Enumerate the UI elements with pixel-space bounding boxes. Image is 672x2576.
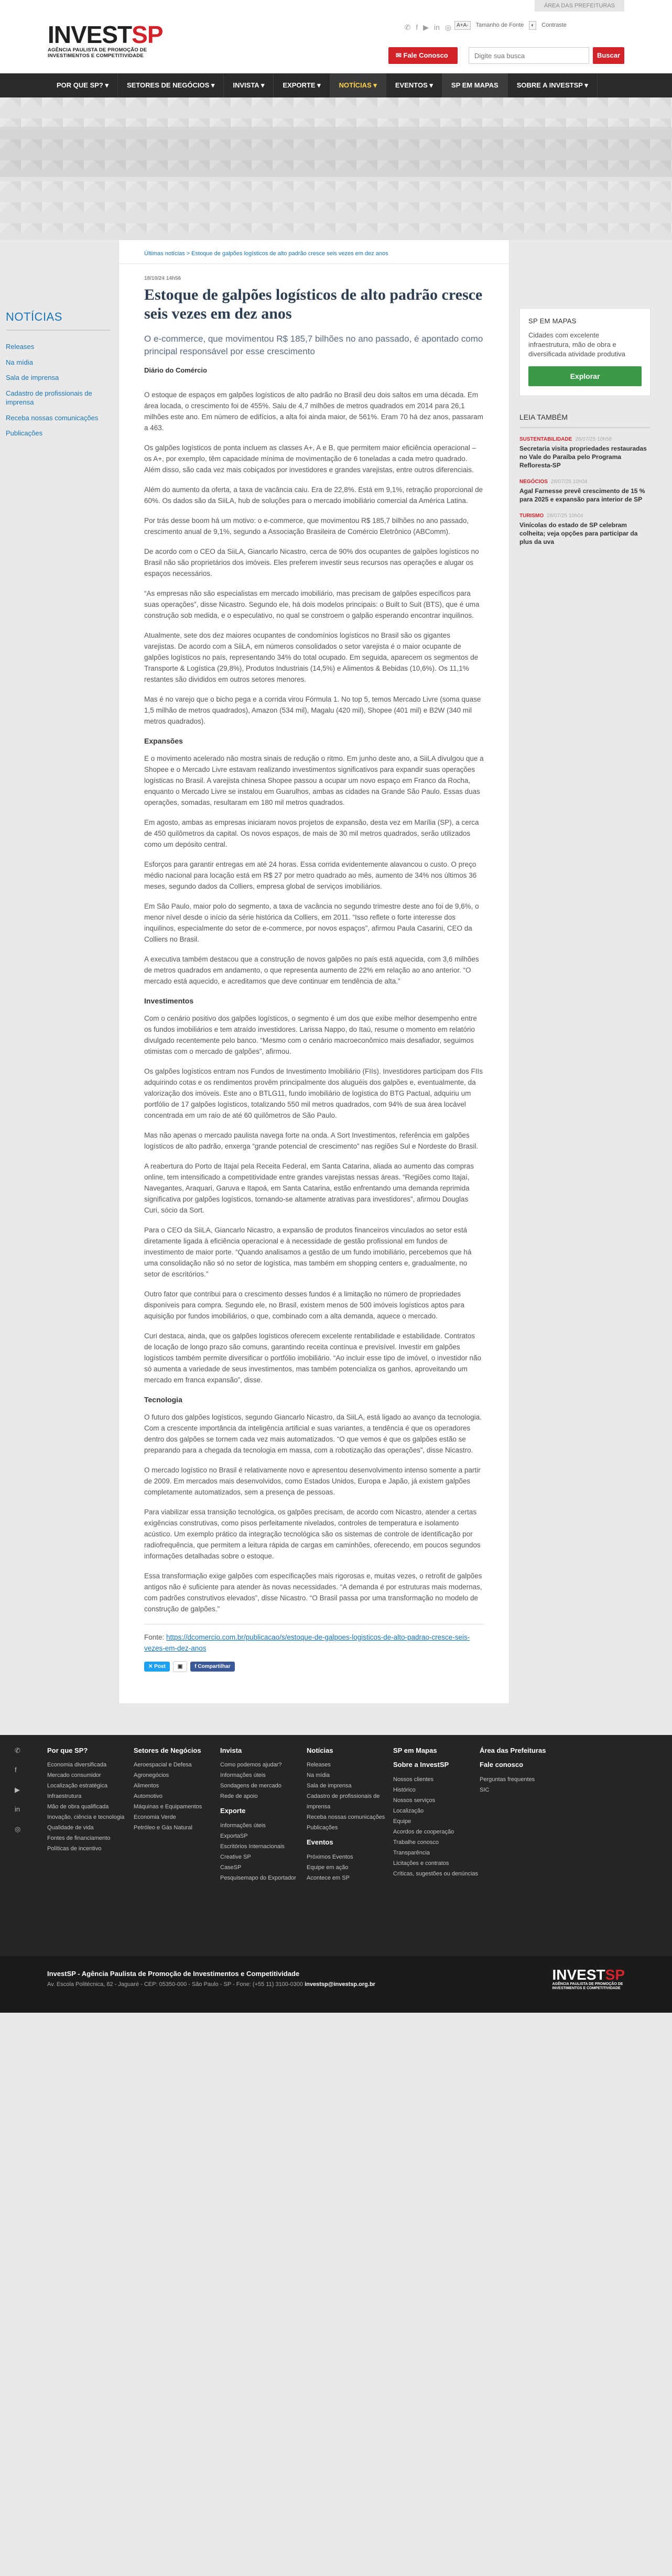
footer-column-title[interactable]: Por que SP? (47, 1746, 88, 1754)
footer-link[interactable]: Políticas de incentivo (47, 1846, 102, 1852)
footer-logo[interactable] (552, 1968, 625, 1991)
footer-column-title[interactable]: Invista (220, 1746, 242, 1754)
paragraph: Com o cenário positivo dos galpões logísticos, o segmento é um dos que exibe melhor desempenho entre os fundos imobiliários e tem atraído investidores. Larissa Nappo, do Itaú, resume o momento em relatório divulgado recentemente pelo banco. “Mesmo com o cenário macroeconômico mais desafiador, seguimos otimistas com o mercado de galpões”, afirmou. (144, 1014, 477, 1055)
footer-column-title[interactable]: Área das Prefeituras (480, 1746, 546, 1754)
hero-band (0, 127, 672, 177)
footer-link[interactable]: CaseSP (220, 1864, 242, 1871)
investsp-logo[interactable] (48, 23, 236, 59)
related-date: 28/07/25 10h58 (575, 436, 612, 442)
footer-column (480, 1745, 566, 1883)
footer-columns (47, 1745, 566, 1883)
main-nav (0, 73, 672, 97)
footer-link[interactable]: Agronegócios (134, 1772, 169, 1778)
paragraph: Os galpões logísticos de ponta incluem as classes A+, A e B, que permitem maior eficiência operacional – os A+, por exemplo, têm capacidade mínima de movimentação de 6 toneladas a cada metro quadrado. Além disso, são cada vez mais cobiçados por investidores e grandes varejistas, entre outros diferenciais. (144, 443, 476, 474)
footer-logo-invest: INVEST (552, 1966, 605, 1983)
paragraph: Em São Paulo, maior polo do segmento, a taxa de vacância no segundo trimestre deste ano foi de 9,6%, o menor nível desde o início da série histórica da Colliers, em 2011. “Isso reflete o forte interesse dos inquilinos, especialmente do setor de e-commerce, por novos espaços”, afirmou Paula Casarini, CEO da Colliers no Brasil. (144, 902, 479, 943)
footer-link[interactable]: Sondagens de mercado (220, 1783, 281, 1789)
nav-invista[interactable]: INVISTA ▾ (224, 73, 274, 97)
whatsapp-icon[interactable]: ✆ (404, 23, 411, 31)
section-heading: Investimentos (144, 996, 194, 1005)
footer-link[interactable]: Petróleo e Gás Natural (134, 1825, 192, 1831)
related-date: 28/07/25 10h04 (550, 478, 588, 485)
footer-address-text: Av. Escola Politécnica, 82 - Jaguaré - CEP: 05350-000 - São Paulo - SP - Fone: (+55 11) 3100-0300 (47, 1981, 305, 1988)
footer-link[interactable]: Mão de obra qualificada (47, 1804, 109, 1810)
footer-column (220, 1745, 307, 1883)
instagram-icon[interactable]: ◎ (445, 23, 451, 31)
footer-link[interactable]: Releases (307, 1762, 331, 1768)
paragraph: Outro fator que contribui para o crescimento desses fundos é a limitação no número de propriedades disponíveis para compra. Segundo ele, no Brasil, existem menos de 500 imóveis logísticos aptos para aquisição por fundos imobiliários, o que, combinado com a alta demanda, aquece o mercado. (144, 1290, 464, 1320)
footer-link[interactable]: Cadastro de profissionais de imprensa (307, 1793, 380, 1810)
footer-link[interactable]: Como podemos ajudar? (220, 1762, 282, 1768)
footer-link[interactable]: Creative SP (220, 1853, 251, 1860)
footer-link[interactable]: Fontes de financiamento (47, 1835, 111, 1841)
font-size-label: Tamanho de Fonte (475, 22, 524, 29)
sidebar-item-publicacoes[interactable]: Publicações (6, 429, 43, 438)
nav-exporte[interactable]: EXPORTE ▾ (274, 73, 330, 97)
footer-logo-sub2: INVESTIMENTOS E COMPETITIVIDADE (552, 1986, 621, 1990)
sidebar-item-releases[interactable]: Releases (6, 343, 35, 351)
nav-sp-em-mapas[interactable]: SP EM MAPAS (442, 73, 508, 97)
footer-link[interactable]: Acontece em SP (307, 1874, 350, 1881)
footer-link[interactable]: Informações úteis (220, 1822, 266, 1829)
footer-column-title[interactable]: Eventos (307, 1838, 333, 1846)
footer-link[interactable]: Automotivo (134, 1793, 163, 1799)
related-date: 28/07/25 10h04 (547, 512, 583, 519)
linkedin-icon[interactable]: in (15, 1805, 20, 1813)
paragraph: Mas não apenas o mercado paulista navega forte na onda. A Sort Investimentos, referência em galpões logísticos de alto padrão, enxerga “grande potencial de crescimento” nas regiões Sul e Nordeste do Brasil. (144, 1131, 479, 1150)
paragraph: Curi destaca, ainda, que os galpões logísticos oferecem excelente rentabilidade e estabilidade. Contratos de locação de longo prazo são comuns, garantindo receita contínua e previsível. Investir em galpões logísticos também permite diversificar o portfólio imobiliário. “Ao incluir esse tipo de imóvel, o investidor não só aumenta a variedade de seus investimentos, mas também potencializa os ganhos, aproveitando um mercado em franca expansão”, disse. (144, 1331, 482, 1384)
footer-link[interactable]: Escritórios Internacionais (220, 1843, 285, 1850)
sidebar (6, 240, 111, 1704)
footer-social (15, 1745, 20, 1835)
site-header (0, 12, 672, 73)
paragraph: De acordo com o CEO da SiiLA, Giancarlo Nicastro, cerca de 90% dos ocupantes de galpões logísticos no Brasil não são proprietários dos imóveis. Eles preferem investir seus recursos nas operações e alugar os espaços necessários. (144, 547, 479, 577)
footer-link[interactable]: Sala de imprensa (307, 1783, 352, 1789)
sidebar-title: NOTÍCIAS (6, 308, 111, 331)
related-item[interactable] (519, 512, 651, 546)
footer-column (393, 1745, 480, 1883)
footer-org: InvestSP - Agência Paulista de Promoção de Investimentos e Competitividade (47, 1969, 300, 1978)
footer-link[interactable]: Informações úteis (220, 1772, 266, 1778)
footer-email[interactable]: investsp@investsp.org.br (305, 1981, 375, 1988)
whatsapp-icon[interactable]: ✆ (15, 1746, 20, 1754)
footer-logo-sp: SP (605, 1966, 625, 1983)
footer-link[interactable]: Licitações e contratos (393, 1860, 449, 1866)
youtube-icon[interactable]: ▶ (423, 23, 429, 31)
sp-mapas-box (519, 308, 651, 396)
footer-link[interactable]: Perguntas frequentes (480, 1776, 535, 1783)
article-date: 18/10/24 14h56 (144, 276, 181, 281)
footer-link[interactable]: Transparência (393, 1849, 430, 1856)
footer-column (47, 1745, 134, 1883)
share-bar (144, 1661, 484, 1672)
footer-link[interactable]: Rede de apoio (220, 1793, 258, 1799)
sidebar-item-cadastro[interactable]: Cadastro de profissionais de imprensa (6, 389, 92, 407)
logo-word-sp: SP (132, 21, 163, 48)
article-title: Estoque de galpões logísticos de alto padrão cresce seis vezes em dez anos (144, 286, 483, 322)
footer-link[interactable]: Críticas, sugestões ou denúncias (393, 1870, 479, 1877)
contact-label: Fale Conosco (403, 51, 448, 59)
fonte-label: Fonte: (144, 1633, 167, 1641)
footer-link[interactable]: Nossos serviços (393, 1797, 436, 1804)
related-news (519, 412, 651, 546)
instagram-icon[interactable]: ◎ (15, 1825, 21, 1833)
footer-link[interactable]: Pesquisemapo do Exportador (220, 1874, 296, 1881)
paragraph: Para viabilizar essa transição tecnológica, os galpões precisam, de acordo com Nicastro, atender a certas exigências construtivas, como pisos perfeitamente nivelados, controles de temperatura e isolamento acústico. Um exemplo prático da integração tecnológica são os sistemas de controle de identificação por radiofrequência, que permitem a leitura rápida de cargas em caminhões, oferecendo, em poucos segundos informações detalhadas sobre o estoque. (144, 1508, 481, 1560)
footer-link[interactable]: Localização estratégica (47, 1783, 107, 1789)
section-heading: Expansões (144, 736, 183, 745)
sp-mapas-text: Cidades com excelente infraestrutura, mão de obra e diversificada atividade produtiva (528, 331, 625, 358)
nav-eventos[interactable]: EVENTOS ▾ (386, 73, 442, 97)
logo-word-invest: INVEST (48, 21, 132, 48)
explore-button[interactable]: Explorar (528, 366, 642, 386)
nav-sobre[interactable]: SOBRE A INVESTSP ▾ (508, 73, 598, 97)
top-strip (0, 0, 672, 12)
related-tag: SUSTENTABILIDADE (519, 436, 572, 442)
share-x-button[interactable]: ✕ Post (144, 1662, 170, 1672)
sidebar-item-na-midia[interactable]: Na mídia (6, 358, 34, 366)
related-item[interactable] (519, 435, 651, 470)
nav-por-que-sp[interactable]: POR QUE SP? ▾ (48, 73, 118, 97)
logo-subtitle-1: AGÊNCIA PAULISTA DE PROMOÇÃO DE (48, 47, 147, 53)
footer-link[interactable]: Alimentos (134, 1783, 159, 1789)
paragraph: “As empresas não são especialistas em mercado imobiliário, mas precisam de galpões específicos para suas operações”, disse Nicastro. Segundo ele, há dois modelos principais: o Built to Suit (BTS), que é uma construção sob medida, e o especulativo, no qual se constroem o galpão esperando encontrar inquilinos. (144, 589, 480, 619)
related-headline[interactable]: Secretaria visita propriedades restauradas no Vale do Paraíba pelo Programa Refloresta-SP (519, 444, 647, 469)
related-item[interactable] (519, 478, 651, 504)
footer-link[interactable]: Publicações (307, 1825, 338, 1831)
footer-bottom (0, 1956, 672, 2013)
footer-link[interactable]: Nossos clientes (393, 1776, 434, 1783)
prefeituras-link[interactable]: ÁREA DAS PREFEITURAS (535, 0, 624, 12)
paragraph: O futuro dos galpões logísticos, segundo Giancarlo Nicastro, da SiiLA, está ligado ao avanço da tecnologia. Com a crescente importância da inteligência artificial e suas variantes, a tendência é que os operadores dentro dos galpões se tornem cada vez mais automatizados. “O que vemos é que os galpões estão se preparando para a chegada da tecnologia em massa, com a robotização das operações”, disse Nicastro. (144, 1413, 482, 1454)
footer-link[interactable]: Receba nossas comunicações (307, 1814, 385, 1820)
footer-link[interactable]: Localização (393, 1807, 424, 1814)
sp-mapas-title: SP EM MAPAS (528, 317, 577, 325)
footer-link[interactable]: Equipe em ação (307, 1864, 349, 1871)
article (119, 264, 509, 1672)
paragraph: Esforços para garantir entregas em até 24 horas. Essa corrida evidentemente alavancou o custo. O preço médio nacional para locação está em R$ 27 por metro quadrado ao mês, aumento de 34% nos últimos 36 meses, segundo dados da Colliers, empresa global de serviços imobiliários. (144, 860, 477, 890)
footer-column-title[interactable]: SP em Mapas (393, 1746, 437, 1754)
logo-subtitle-2: INVESTIMENTOS E COMPETITIVIDADE (48, 53, 144, 59)
paragraph: A executiva também destacou que a construção de novos galpões no país está aquecida, com 3,6 milhões de metros quadrados em andamento, o que representa aumento de 22% em relação ao ano anterior. “O mercado está aquecido, e acreditamos que deve continuar em tendência de alta.” (144, 955, 479, 985)
footer-link[interactable]: Infraestrutura (47, 1793, 82, 1799)
footer-logo-sub1: AGÊNCIA PAULISTA DE PROMOÇÃO DE (552, 1982, 623, 1986)
search-input[interactable] (469, 47, 589, 64)
fonte-link[interactable]: https://dcomercio.com.br/publicacao/s/estoque-de-galpoes-logisticos-de-alto-padrao-cresce-seis-vezes-em-dez-anos (144, 1633, 470, 1652)
sidebar-item-sala-imprensa[interactable]: Sala de imprensa (6, 374, 59, 382)
footer-link[interactable]: Economia diversificada (47, 1762, 107, 1768)
article-fonte (144, 1632, 484, 1654)
nav-setores[interactable]: SETORES DE NEGÓCIOS ▾ (118, 73, 224, 97)
footer-link[interactable]: Próximos Eventos (307, 1853, 353, 1860)
section-heading: Tecnologia (144, 1395, 182, 1404)
footer-link[interactable]: SIC (480, 1786, 490, 1793)
footer-link[interactable]: Inovação, ciência e tecnologia (47, 1814, 125, 1820)
footer-link[interactable]: Acordos de cooperação (393, 1828, 454, 1835)
footer-link[interactable]: Histórico (393, 1786, 416, 1793)
related-tag: TURISMO (519, 512, 544, 519)
share-facebook-button[interactable]: f Compartilhar (190, 1662, 234, 1672)
footer-column-title[interactable]: Fale conosco (480, 1761, 524, 1769)
site-footer (0, 1735, 672, 2013)
footer-column (307, 1745, 393, 1883)
footer-address (47, 1980, 375, 1989)
breadcrumb[interactable]: Últimas notícias > Estoque de galpões logísticos de alto padrão cresce seis vezes em dez anos (119, 240, 509, 264)
share-save-icon[interactable]: ▣ (173, 1661, 187, 1672)
related-title: LEIA TAMBÉM (519, 412, 651, 428)
paragraph: Essa transformação exige galpões com especificações mais rigorosas e, muitas vezes, o retrofit de galpões antigos não é suficiente para atender às novas necessidades. “A demanda é por estruturas mais modernas, com padrões construtivos elevados”, disse Nicastro. “O Brasil passa por uma transformação no modelo de construção de galpões.” (144, 1571, 482, 1613)
footer-link[interactable]: Máquinas e Equipamentos (134, 1804, 202, 1810)
font-size-icon[interactable]: A+A- (454, 21, 471, 30)
related-headline[interactable]: Agal Farnesse prevê crescimento de 15 % para 2025 e expansão para interior de SP (519, 487, 645, 503)
paragraph: O estoque de espaços em galpões logísticos de alto padrão no Brasil deu dois saltos em uma década. Em área locada, o crescimento foi de 455%. Saiu de 4,7 milhões de metros quadrados em 2014 para 26,1 milhões este ano. Em número de edifícios, a alta foi ainda maior, de 561%. Eram 70 há dez anos, passaram a 463. (144, 390, 483, 432)
footer-link[interactable]: Aeroespacial e Defesa (134, 1762, 192, 1768)
footer-column-title[interactable]: Notícias (307, 1746, 333, 1754)
footer-column-title[interactable]: Sobre a InvestSP (393, 1761, 449, 1769)
footer-column-title[interactable]: Setores de Negócios (134, 1746, 201, 1754)
footer-link[interactable]: ExportaSP (220, 1832, 248, 1839)
paragraph: A reabertura do Porto de Itajaí pela Receita Federal, em Santa Catarina, aliada ao aumento das compras online, tem intensificado a competitividade entre grandes varejistas nessas áreas. “Regiões como Itajaí, Navegantes, Araquari, Garuva e Itapoá, em Santa Catarina, estão enfrentando uma demanda reprimida significativa por galpões logísticos, tornando-se altamente atrativas para investidores”, afirmou Douglas Curi, sócio da Sort. (144, 1162, 474, 1214)
paragraph: Além do aumento da oferta, a taxa de vacância caiu. Era de 22,8%. Está em 9,1%, retração proporcional de 60%. Os dados são da SiiLA, hub de soluções para o mercado imobiliário comercial da América Latina. (144, 485, 483, 505)
footer-link[interactable]: Equipe (393, 1818, 411, 1825)
contrast-label: Contraste (541, 22, 567, 29)
content-area (0, 240, 672, 1735)
facebook-icon[interactable]: f (15, 1766, 17, 1774)
sidebar-item-receba[interactable]: Receba nossas comunicações (6, 413, 99, 422)
contrast-icon[interactable]: ◐ (529, 21, 536, 30)
paragraph: Por trás desse boom há um motivo: o e-commerce, que movimentou R$ 185,7 bilhões no ano passado, crescimento anual de 9,1%, segundo a Associação Brasileira de Comércio Eletrônico (ABComm). (144, 516, 469, 536)
related-tag: NEGÓCIOS (519, 478, 548, 485)
article-source: Diário do Comércio (144, 366, 207, 374)
article-lead: O e-commerce, que movimentou R$ 185,7 bilhões no ano passado, é apontado como principal responsável por esse crescimento (144, 334, 483, 356)
right-column (519, 240, 651, 1704)
paragraph: Em agosto, ambas as empresas iniciaram novos projetos de expansão, desta vez em Marília (SP), a cerca de 450 quilômetros da capital. Os novos espaços, de mais de 30 mil metros quadrados, serão utilizados como um depósito central. (144, 818, 479, 848)
footer-link[interactable]: Mercado consumidor (47, 1772, 101, 1778)
paragraph: Os galpões logísticos entram nos Fundos de Investimento Imobiliário (FIIs). Investidores participam dos FIIs adquirindo cotas e os rendimentos provêm principalmente dos aluguéis dos galpões e, eventualmente, da valorização dos imóveis. Este ano o BTLG11, fundo imobiliário de logística do BTG Pactual, adquiriu um portfólio de 17 galpões logísticos, totalizando 550 mil metros quadrados, com 94% de sua área locável concentrada em um raio de até 60 quilômetros de São Paulo. (144, 1067, 483, 1119)
paragraph: O mercado logístico no Brasil é relativamente novo e apresentou desenvolvimento intenso somente a partir de 2009. Em mercados mais desenvolvidos, como Estados Unidos, Europa e Japão, já existem galpões completamente automatizados, sem a presença de pessoas. (144, 1466, 481, 1496)
search-button[interactable]: Buscar (593, 47, 624, 64)
paragraph: E o movimento acelerado não mostra sinais de redução o ritmo. Em junho deste ano, a SiiLA divulgou que a Shopee e o Mercado Livre estavam realizando investimentos significativos para expandir suas operações logísticas no Brasil. A varejista chinesa Shopee passou a ocupar um novo espaço em Franco da Rocha, enquanto o Mercado Livre se instalou em Guarulhos, ambas as cidades na Grande São Paulo. Essas duas operações, somadas, resultaram em 180 mil metros quadrados. (144, 754, 484, 806)
social-links (404, 22, 451, 33)
article-panel (119, 240, 509, 1704)
paragraph: Mas é no varejo que o bicho pega e a corrida virou Fórmula 1. No top 5, temos Mercado Livre (soma quase 1,5 milhão de metros quadrados), Amazon (534 mil), Magalu (420 mil), Shopee (401 mil) e B2W (340 mil metros quadrados). (144, 695, 481, 725)
contact-button[interactable]: ✉ Fale Conosco (388, 47, 458, 64)
youtube-icon[interactable]: ▶ (15, 1785, 20, 1794)
footer-link[interactable]: Economia Verde (134, 1814, 176, 1820)
accessibility-tools (454, 21, 567, 30)
footer-link[interactable]: Na mídia (307, 1772, 330, 1778)
paragraph: Para o CEO da SiiLA, Giancarlo Nicastro, a expansão de produtos financeiros vinculados ao setor está diretamente ligada à eficiência operacional e à necessidade de gestão profissional em fundos de investimento de maior porte. “Quando analisamos a gestão de um fundo imobiliário, percebemos que há uma consolidação não só no setor de logística, mas também em shopping centers e, gradualmente, no setor de escritórios.” (144, 1226, 472, 1278)
footer-link[interactable]: Trabalhe conosco (393, 1839, 439, 1846)
facebook-icon[interactable]: f (416, 23, 418, 31)
footer-link[interactable]: Qualidade de vida (47, 1825, 94, 1831)
linkedin-icon[interactable]: in (433, 23, 440, 31)
footer-column (134, 1745, 220, 1883)
related-headline[interactable]: Vinícolas do estado de SP celebram colheita; veja opções para participar da plus da uva (519, 521, 638, 545)
footer-column-title[interactable]: Exporte (220, 1807, 246, 1815)
nav-noticias[interactable]: NOTÍCIAS ▾ (330, 73, 386, 97)
paragraph: Atualmente, sete dos dez maiores ocupantes de condomínios logísticos no Brasil são os gigantes varejistas. De acordo com a SiiLA, em números consolidados o setor varejista é o maior ocupante de galpões logísticos no país, representando 34% do total ocupado. Em seguida, aparecem os segmentos de Transporte & Logística (29,8%), Produtos Industriais (14,5%) e Alimentos & Bebidas (10,6%). Os 11,1% restantes são divididos em outros setores menores. (144, 631, 479, 683)
